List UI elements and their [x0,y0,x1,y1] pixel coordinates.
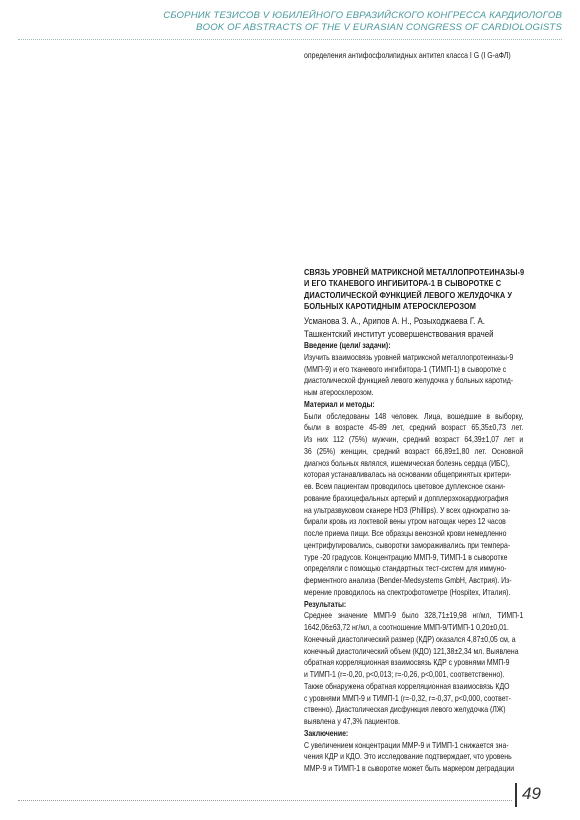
section-heading: Заключение: [304,728,349,738]
text-line: С увеличением концентрации ММР-9 и ТИМП-1 снижается зна- [304,740,509,750]
previous-abstract-continuation [304,50,523,62]
text-line: 1642,06±63,72 нг/мл, а соотношение ММП-9/ТИМП-1 0,20±0,01. [304,623,509,633]
text-line: рование брахицефальных артерий и допплерэхокардиография [304,493,509,503]
text-line: обратная корреляционная взаимосвязь КДР с уровнями ММП-9 [304,658,510,668]
page-number-bar [515,783,517,807]
affiliation: Ташкентский институт усовершенствования врачей [304,328,494,339]
text-line: и ТИМП-1 (r=-0,20, p<0,013; r=-0,26, p<0,001, соответственно). [304,670,505,680]
text-line: центрифугировались, сыворотки замораживались при темпера- [304,540,511,550]
header-line-ru: СБОРНИК ТЕЗИСОВ V ЮБИЛЕЙНОГО ЕВРАЗИЙСКОГО КОНГРЕССА КАРДИОЛОГОВ [163,10,562,21]
text-line: Были обследованы 148 человек. Лица, вошедшие в выборку, [304,411,524,421]
title-line: ДИАСТОЛИЧЕСКОЙ ФУНКЦИЕЙ ЛЕВОГО ЖЕЛУДОЧКА У [304,289,513,300]
title-line: СВЯЗЬ УРОВНЕЙ МАТРИКСНОЙ МЕТАЛЛОПРОТЕИНАЗЫ-9 [304,267,525,277]
text-line: ММР-9 и ТИМП-1 в сыворотке может быть маркером деградации [304,764,515,774]
text-line: выявлена у 47,3% пациентов. [304,717,400,727]
header-divider [18,39,562,40]
text-line: Изучить взаимосвязь уровней матриксной металлопротеиназы-9 [304,352,514,362]
section-conclusion [304,728,523,775]
section-heading: Результаты: [304,599,347,609]
title-line: БОЛЬНЫХ КАРОТИДНЫМ АТЕРОСКЛЕРОЗОМ [304,300,477,311]
header-line-en: BOOK OF ABSTRACTS OF THE V EURASIAN CONGRESS OF CARDIOLOGISTS [196,22,562,33]
text-line: после приема пищи. Все образцы венозной крови немедленно [304,529,507,539]
section-methods [304,399,523,599]
text-line: ственно). Диастолическая дисфункция левого желудочка (ЛЖ) [304,705,506,715]
text-line: диастолической функцией левого желудочка у больных каротид- [304,376,514,386]
text-line: диагноз больных являлся, ишемическая болезнь сердца (ИБС), [304,458,510,468]
text-line: конечный диастолический объем (КДО) 121,38±2,34 мл. Выявлена [304,646,519,656]
text-line: определяли с помощью стандартных тест-систем для иммуно- [304,564,507,574]
text-line: чения КДР и КДО. Это исследование подтверждает, что уровень [304,752,512,762]
text-line: ев. Всем пациентам проводилось цветовое дуплексное скани- [304,482,506,492]
text-line: Также обнаружена обратная корреляционная взаимосвязь КДО [304,681,510,691]
text-line: мерение проводилось на спектрофотометре (Hospitex, Италия). [304,587,511,597]
abstract [304,267,523,775]
running-header [163,10,562,34]
text-line: Среднее значение ММП-9 было 328,71±19,98 нг/мл, ТИМП-1 [304,611,524,621]
authors: Усманова З. А., Арипов А. Н., Розыходжаева Г. А. [304,316,486,327]
text-line: ферментного анализа (Bender-Medsystems GmbH, Австрия). Из- [304,576,512,586]
section-results [304,599,523,728]
text-line: на ультразвуковом сканере HD3 (Phillips). У всех однократно за- [304,505,511,515]
title-line: И ЕГО ТКАНЕВОГО ИНГИБИТОРА-1 В СЫВОРОТКЕ С [304,278,502,289]
text-line: ным атеросклерозом. [304,388,374,398]
footer-divider [18,800,512,801]
text-line: туре -20 градусов. Концентрацию ММП-9, ТИМП-1 в сыворотке [304,552,508,562]
text-line: Конечный диастолический размер (КДР) оказался 4,87±0,05 см, а [304,634,516,644]
abstract-title [304,267,523,312]
text-line: которая устанавливалась на основании общепринятых критери- [304,470,512,480]
section-introduction [304,340,523,399]
section-heading: Материал и методы: [304,399,375,409]
text-line: с уровнями ММП-9 и ТИМП-1 (r=-0,32, r=-0,37, p<0,000, соответ- [304,693,511,703]
continuation-text: определения антифосфолипидных антител класса I G (I G-аФЛ) [304,51,511,60]
page-number: 49 [522,784,541,803]
text-line: Из них 112 (75%) мужчин, средний возраст 64,39±1,07 лет и [304,435,524,445]
text-line: были в возрасте 45-89 лет, средний возраст 65,35±0,73 лет. [304,423,524,433]
text-line: 36 (25%) женщин, средний возраст 66,89±1,80 лет. Основной [304,446,524,456]
text-line: (ММП-9) и его тканевого ингибитора-1 (ТИМП-1) в сыворотке с [304,364,507,374]
text-line: бирали кровь из локтевой вены утром натощак через 12 часов [304,517,506,527]
section-heading: Введение (цели/ задачи): [304,341,391,351]
